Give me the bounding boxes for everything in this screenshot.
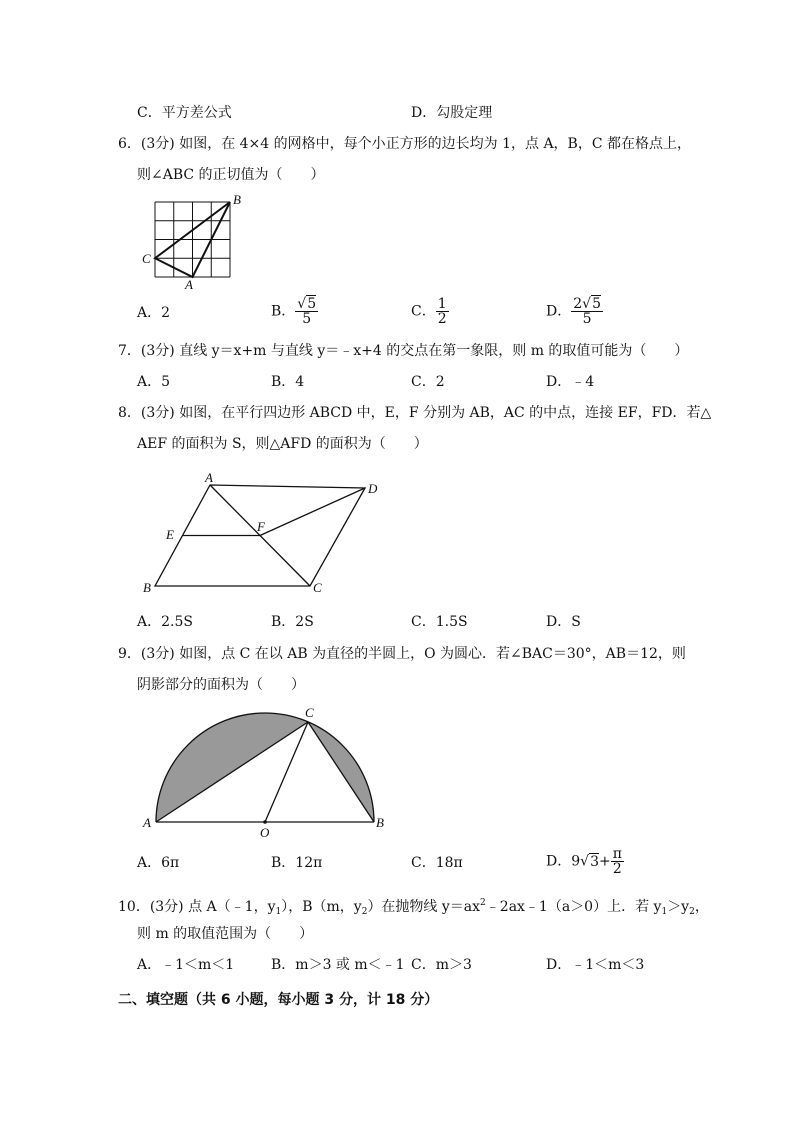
q7-option-b: B．4 [271,374,305,390]
q8-option-c: C．1.5S [411,614,468,630]
q6-option-c: C． $\frac{1}{2}$ [411,296,447,327]
q8-option-b: B．2S [271,614,314,630]
q9-option-b: B．12π [271,855,323,871]
q8-stem-line1: 8．(3分) 如图，在平行四边形 ABCD 中，E，F 分别为 AB，AC 的中点，连接 EF，FD．若△ [118,405,712,421]
q9-label-b: B [376,815,384,830]
q9-label-a: A [143,815,151,830]
q6-stem-line2: 则∠ABC 的正切值为（ ） [137,167,325,183]
q7-option-d: D．﹣4 [546,374,595,390]
q8-label-b: B [143,580,151,595]
q9-stem-line2: 阴影部分的面积为（ ） [137,677,305,693]
q8-label-f: F [257,519,265,534]
q8-label-d: D [368,481,378,496]
q9-label-o: O [260,825,270,840]
q9-label-c: C [305,705,314,720]
q6-option-a: A．2 [137,305,171,321]
q9-stem-line1: 9．(3分) 如图，点 C 在以 AB 为直径的半圆上，O 为圆心．若∠BAC＝30°，AB＝12，则 [118,646,686,662]
q8-label-a: A [205,470,213,485]
q6-option-d: D． $\frac{2√5}{5}$ [546,296,601,327]
q9-semicircle-figure [135,700,395,840]
q8-label-c: C [313,580,322,595]
q6-option-b: B． $\frac{√5}{5}$ [271,296,317,327]
q9-option-a: A．6π [137,855,180,871]
q10-option-d: D．﹣1＜m＜3 [546,957,645,973]
q7-stem: 7．(3分) 直线 y＝x+m 与直线 y＝﹣x+4 的交点在第一象限，则 m 的取值可能为（ ） [118,343,689,359]
q8-label-e: E [166,527,174,542]
q9-option-d: D．9√3+ $\frac{\pi}{2}$ [546,846,622,877]
q9-option-c: C．18π [411,855,463,871]
q6-grid-figure [135,190,245,290]
q5-option-d: D．勾股定理 [411,105,493,121]
q5-option-c: C．平方差公式 [137,105,232,121]
q7-option-a: A．5 [137,374,171,390]
q8-parallelogram-figure [135,465,395,600]
q10-option-c: C．m＞3 [411,957,472,973]
q10-stem-line1: 10．(3分) 点 A（﹣1，$y_1$），B（m，$y_2$）在抛物线 $y=ax^2﹣2ax﹣1(a>0)$上．若 $y_1>y_2$， [118,898,709,917]
q10-stem-line2: 则 m 的取值范围为（ ） [137,926,314,942]
q8-stem-line2: AEF 的面积为 S，则△AFD 的面积为（ ） [137,436,428,452]
q8-option-a: A．2.5S [137,614,193,630]
section-2-heading: 二、填空题（共 6 小题，每小题 3 分，计 18 分） [118,992,439,1008]
q6-label-b: B [233,192,241,207]
q6-stem-line1: 6．(3分) 如图，在 4×4 的网格中，每个小正方形的边长均为 1，点 A，B，C 都在格点上， [118,136,691,152]
q10-option-b: B．m＞3 或 m＜﹣1 [271,957,405,973]
q7-option-c: C．2 [411,374,445,390]
q8-option-d: D．S [546,614,581,630]
q10-option-a: A．﹣1＜m＜1 [137,957,235,973]
q6-label-c: C [142,251,151,266]
q6-label-a: A [185,277,193,290]
